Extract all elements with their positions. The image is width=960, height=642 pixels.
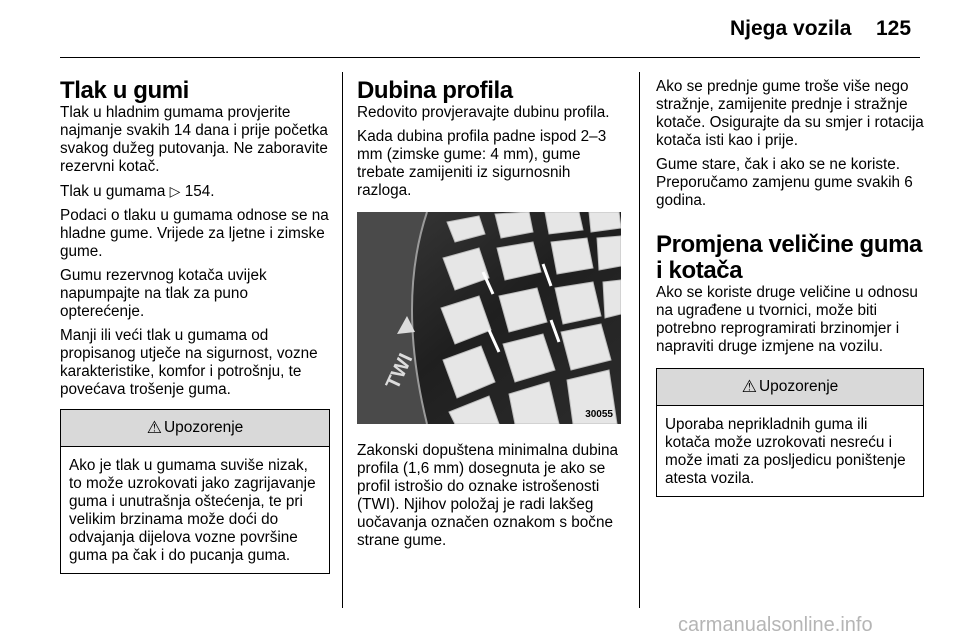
page-number: 125 <box>876 17 912 40</box>
header-rule <box>60 57 920 58</box>
running-header-title: Njega vozila <box>730 17 852 40</box>
tyre-tread-illustration <box>357 212 621 424</box>
warning-body <box>61 447 329 573</box>
tyre-tread-drawing <box>357 212 621 424</box>
warning-triangle-icon: ⚠ <box>146 418 162 437</box>
warning-body <box>657 406 923 496</box>
paragraph: Ako se prednje gume troše više nego stražnje, zamijenite prednje i stražnje kotače. Osigurajte da su smjer i rotacija kotača isti kao i prije. <box>656 78 924 149</box>
twi-label: TWI <box>381 350 418 393</box>
column-divider-2 <box>639 72 640 608</box>
warning-text: Uporaba neprikladnih guma ili kotača može uzrokovati nesreću i može imati za posljedicu poništenje atesta vozila. <box>665 416 906 487</box>
column-2 <box>357 78 627 556</box>
paragraph: Redovito provjeravajte dubinu profila. <box>357 104 610 121</box>
warning-box <box>656 368 924 497</box>
warning-header <box>61 410 329 447</box>
warning-box <box>60 409 330 574</box>
paragraph: Ako se koriste druge veličine u odnosu na ugrađene u tvornici, može biti potrebno reprogramirati brzinomjer i napraviti druge izmjene na vozilu. <box>656 284 918 355</box>
warning-title: Upozorenje <box>163 419 244 436</box>
warning-header <box>657 369 923 406</box>
paragraph: Gumu rezervnog kotača uvijek napumpajte na tlak za puno opterećenje. <box>60 267 267 320</box>
paragraph: Podaci o tlaku u gumama odnose se na hladne gume. Vrijede za ljetne i zimske gume. <box>60 207 329 260</box>
section-heading-tread-depth: Dubina profila <box>357 77 513 104</box>
paragraph-with-reference: Tlak u gumama ▷ 154. <box>60 183 215 200</box>
column-divider-1 <box>342 72 343 608</box>
arrow-ref-icon: ▷ <box>169 183 181 199</box>
watermark: carmanualsonline.info <box>678 614 873 636</box>
figure-number: 30055 <box>585 409 613 420</box>
column-1 <box>60 78 330 574</box>
paragraph: Gume stare, čak i ako se ne koriste. Preporučamo zamjenu gume svakih 6 godina. <box>656 156 913 209</box>
page-reference[interactable]: 154. <box>184 183 215 200</box>
warning-triangle-icon: ⚠ <box>741 377 757 396</box>
warning-text: Ako je tlak u gumama suviše nizak, to može uzrokovati jako zagrijavanje guma i unutrašnja oštećenja, te pri velikim brzinama može doći do odvajanja dijelova vozne površine guma pa čak i do pucanja guma. <box>69 457 316 564</box>
paragraph: Zakonski dopuštena minimalna dubina profila (1,6 mm) dosegnuta je ako se profil istrošio do oznake istrošenosti (TWI). Njihov položaj je radi lakšeg uočavanja označen oznakom s bočne strane gume. <box>357 442 619 549</box>
paragraph: Tlak u hladnim gumama provjerite najmanje svakih 14 dana i prije početka svakog dužeg putovanja. Ne zaboravite rezervni kotač. <box>60 104 328 175</box>
warning-title: Upozorenje <box>758 378 839 395</box>
section-heading-tyre-pressure: Tlak u gumi <box>60 77 189 104</box>
column-3 <box>656 78 924 497</box>
paragraph: Kada dubina profila padne ispod 2–3 mm (zimske gume: 4 mm), gume trebate zamijeniti iz sigurnosnih razloga. <box>357 128 607 199</box>
section-heading-size-change: Promjena veličine guma i kotača <box>656 231 922 284</box>
paragraph: Manji ili veći tlak u gumama od propisanog utječe na sigurnost, vozne karakteristike, komfor i potrošnju, te povećava trošenje guma. <box>60 327 318 398</box>
